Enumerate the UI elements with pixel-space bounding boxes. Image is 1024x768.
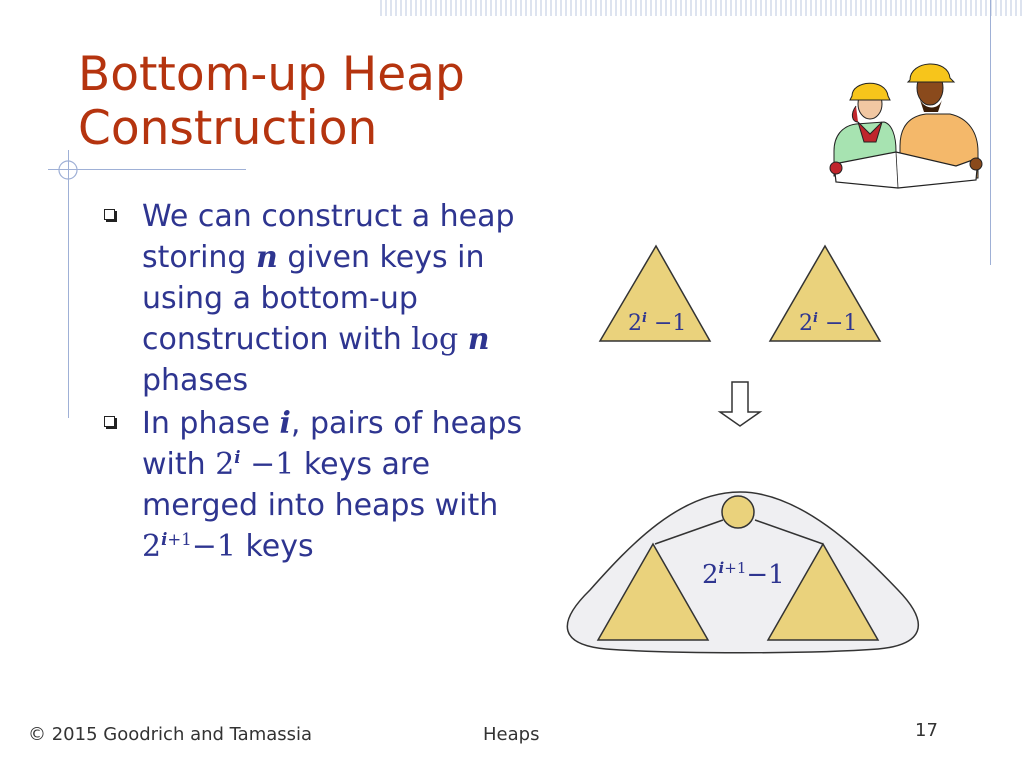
merged-heap-label: $2^i+1-1$ xyxy=(702,559,785,590)
slide-title xyxy=(78,48,598,156)
slide-title-line1: Bottom-up Heap xyxy=(78,47,465,102)
crosshair-circle-icon xyxy=(56,158,80,182)
left-heap-label: $2^i -1$ xyxy=(628,311,687,336)
root-node xyxy=(722,496,754,528)
footer-page-number: 17 xyxy=(915,720,938,741)
slide-title-line2: Construction xyxy=(78,101,378,156)
heap-merge-diagram xyxy=(560,240,930,670)
down-arrow-icon xyxy=(720,382,760,426)
decorative-vertical-line-left xyxy=(68,150,69,418)
bullet-item: We can construct a heap storing n given keys in using a bottom-up construction with log n phases xyxy=(104,196,534,401)
right-heap-label: $2^i -1$ xyxy=(799,311,858,336)
bullet-item: In phase i, pairs of heaps with $2^i -1$ keys are merged into heaps with $2^{i+1}-1$ keys xyxy=(104,403,534,567)
footer-copyright: © 2015 Goodrich and Tamassia xyxy=(28,724,313,745)
square-bullet-icon xyxy=(104,209,115,220)
bullet-list xyxy=(104,196,534,569)
top-decorative-pattern xyxy=(380,0,1024,16)
footer-topic: Heaps xyxy=(483,724,540,745)
decorative-vertical-line-right xyxy=(990,0,991,265)
square-bullet-icon xyxy=(104,416,115,427)
construction-workers-clipart xyxy=(826,56,986,196)
